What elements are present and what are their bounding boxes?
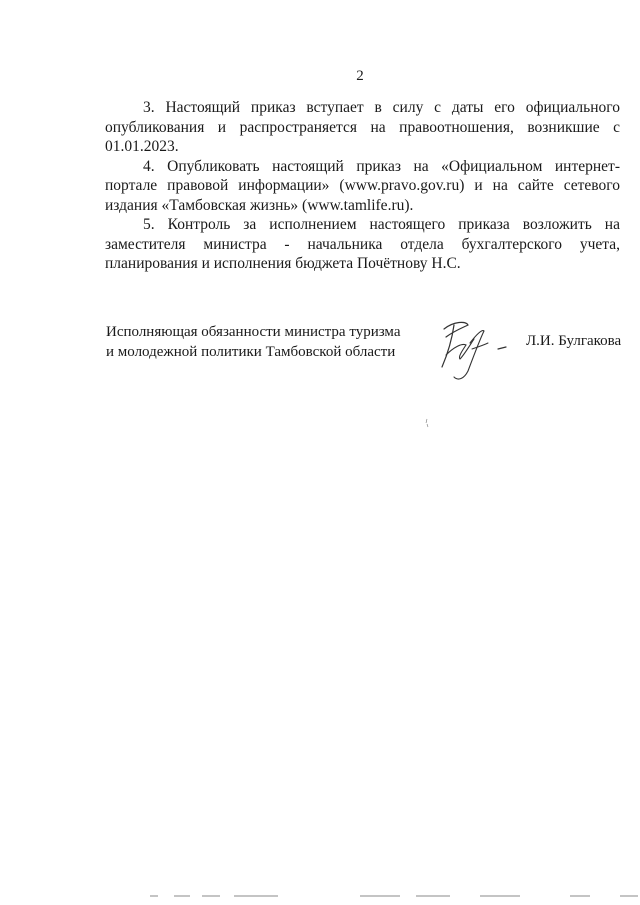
signer-title-line-1: Исполняющая обязанности министра туризма: [106, 324, 401, 340]
signature-block: [106, 323, 626, 393]
signer-title: [106, 323, 406, 362]
signer-title-line-2: и молодежной политики Тамбовской области: [106, 343, 396, 360]
handwritten-signature: [424, 315, 514, 385]
paragraph-5: 5. Контроль за исполнением настоящего приказа возложить на заместителя министра - начальника отдела бухгалтерского учета, планирования и исполнения бюджета Почётнову Н.С.: [105, 216, 620, 272]
page-number: 2: [356, 68, 364, 84]
scan-edge-marks: [150, 893, 640, 899]
paragraph-3: 3. Настоящий приказ вступает в силу с даты его официального опубликования и распространяется на правоотношения, возникшие с 01.01.2023.: [105, 99, 620, 155]
signer-name: Л.И. Булгакова: [526, 333, 622, 349]
paragraph-4: 4. Опубликовать настоящий приказ на «Официальном интернет-портале правовой информации» (www.pravo.gov.ru) и на сайте сетевого издания «Тамбовская жизнь» (www.tamlife.ru).: [105, 157, 620, 214]
document-body: [105, 98, 620, 274]
scan-speck: [424, 418, 430, 428]
